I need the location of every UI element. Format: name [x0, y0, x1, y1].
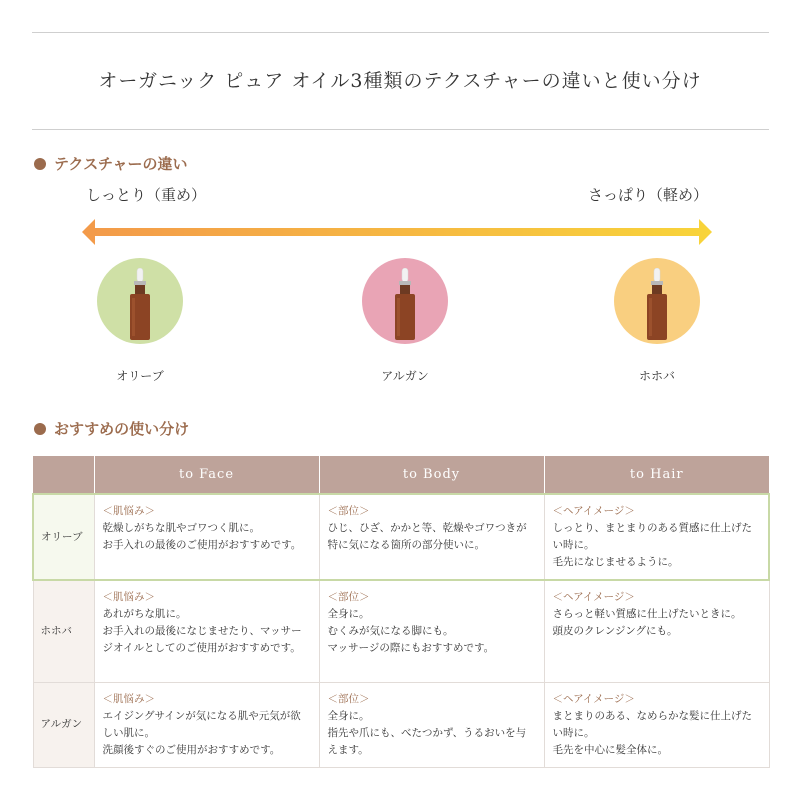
cell-line: 全身に。: [327, 608, 370, 620]
section-heading-texture: [34, 153, 188, 174]
cell-tag: ＜部位＞: [327, 505, 370, 517]
cell-line: エイジングサインが気になる肌や元気が欲しい肌に。: [102, 709, 301, 739]
texture-label-heavy: しっとり（重め）: [86, 186, 207, 204]
cell-tag: ＜部位＞: [327, 591, 370, 603]
cell-line: お手入れの最後になじませたり、マッサージオイルとしてのご使用がおすすめです。: [102, 625, 302, 654]
table-cell: [319, 682, 544, 767]
oil-bottle-icon: [391, 268, 419, 342]
usage-table-body: [33, 494, 769, 767]
column-header: to Body: [319, 456, 544, 494]
cell-line: 毛先を中心に髪全体に。: [552, 743, 668, 756]
table-cell: [544, 580, 769, 682]
cell-line: まとまりのある、なめらかな髪に仕上げたい時に。: [552, 709, 752, 739]
oil-argan-circle: [362, 258, 448, 344]
table-cell: [544, 682, 769, 767]
page-title: オーガニック ピュア オイル3種類のテクスチャーの違いと使い分け: [98, 70, 702, 92]
texture-label-light: さっぱり（軽め）: [588, 186, 709, 204]
usage-table-header: [33, 456, 769, 494]
cell-line: お手入れの最後のご使用がおすすめです。: [102, 539, 302, 551]
cell-tag: ＜肌悩み＞: [102, 591, 155, 603]
table-row: [33, 682, 769, 767]
title-divider: [32, 129, 769, 130]
row-header: オリーブ: [33, 494, 94, 580]
table-row: [33, 494, 769, 580]
cell-line: 全身に。: [327, 709, 370, 722]
oil-jojoba-circle: [614, 258, 700, 344]
table-cell: [94, 580, 319, 682]
cell-tag: ＜肌悩み＞: [102, 505, 155, 517]
texture-gradient-arrow: [82, 217, 712, 247]
row-header: アルガン: [33, 682, 94, 767]
cell-line: 指先や爪にも、べたつかず、うるおいを与えます。: [327, 726, 527, 756]
cell-tag: ＜ヘアイメージ＞: [552, 505, 635, 517]
cell-line: 毛先になじませるように。: [552, 556, 679, 568]
oil-olive: [95, 258, 185, 384]
column-header: to Hair: [544, 456, 769, 494]
table-cell: [544, 494, 769, 580]
usage-table: [32, 456, 770, 768]
table-cell: [319, 494, 544, 580]
table-cell: [94, 494, 319, 580]
table-cell: [94, 682, 319, 767]
oil-bottle-icon: [126, 268, 154, 342]
section-heading-usage-label: おすすめの使い分け: [54, 420, 190, 438]
table-cell: [319, 580, 544, 682]
cell-line: 乾燥しがちな肌やゴワつく肌に。: [102, 522, 260, 534]
cell-line: マッサージの際にもおすすめです。: [327, 642, 495, 654]
row-header: ホホバ: [33, 580, 94, 682]
cell-line: さらっと軽い質感に仕上げたいときに。: [552, 608, 742, 620]
oil-jojoba: [612, 258, 702, 384]
header-corner: [33, 456, 94, 494]
cell-tag: ＜ヘアイメージ＞: [552, 591, 635, 603]
top-divider: [32, 32, 769, 33]
oil-argan: [360, 258, 450, 384]
bullet-dot-icon: [34, 158, 46, 170]
table-row: [33, 580, 769, 682]
bullet-dot-icon: [34, 423, 46, 435]
cell-line: しっとり、まとまりのある質感に仕上げたい時に。: [552, 522, 752, 551]
cell-line: ひじ、ひざ、かかと等、乾燥やゴワつきが特に気になる箇所の部分使いに。: [327, 522, 527, 551]
cell-tag: ＜部位＞: [327, 692, 370, 705]
section-heading-usage: [34, 418, 189, 439]
cell-line: むくみが気になる脚にも。: [327, 625, 454, 637]
oil-olive-name: オリーブ: [116, 369, 164, 383]
cell-tag: ＜ヘアイメージ＞: [552, 692, 635, 705]
cell-line: 洗顔後すぐのご使用がおすすめです。: [102, 743, 281, 756]
oil-olive-circle: [97, 258, 183, 344]
oil-argan-name: アルガン: [381, 369, 429, 383]
oil-jojoba-name: ホホバ: [638, 369, 675, 383]
oil-bottle-icon: [643, 268, 671, 342]
cell-line: あれがちな肌に。: [102, 608, 187, 620]
cell-tag: ＜肌悩み＞: [102, 692, 155, 705]
section-heading-texture-label: テクスチャーの違い: [54, 155, 188, 173]
column-header: to Face: [94, 456, 319, 494]
cell-line: 頭皮のクレンジングにも。: [552, 625, 678, 637]
